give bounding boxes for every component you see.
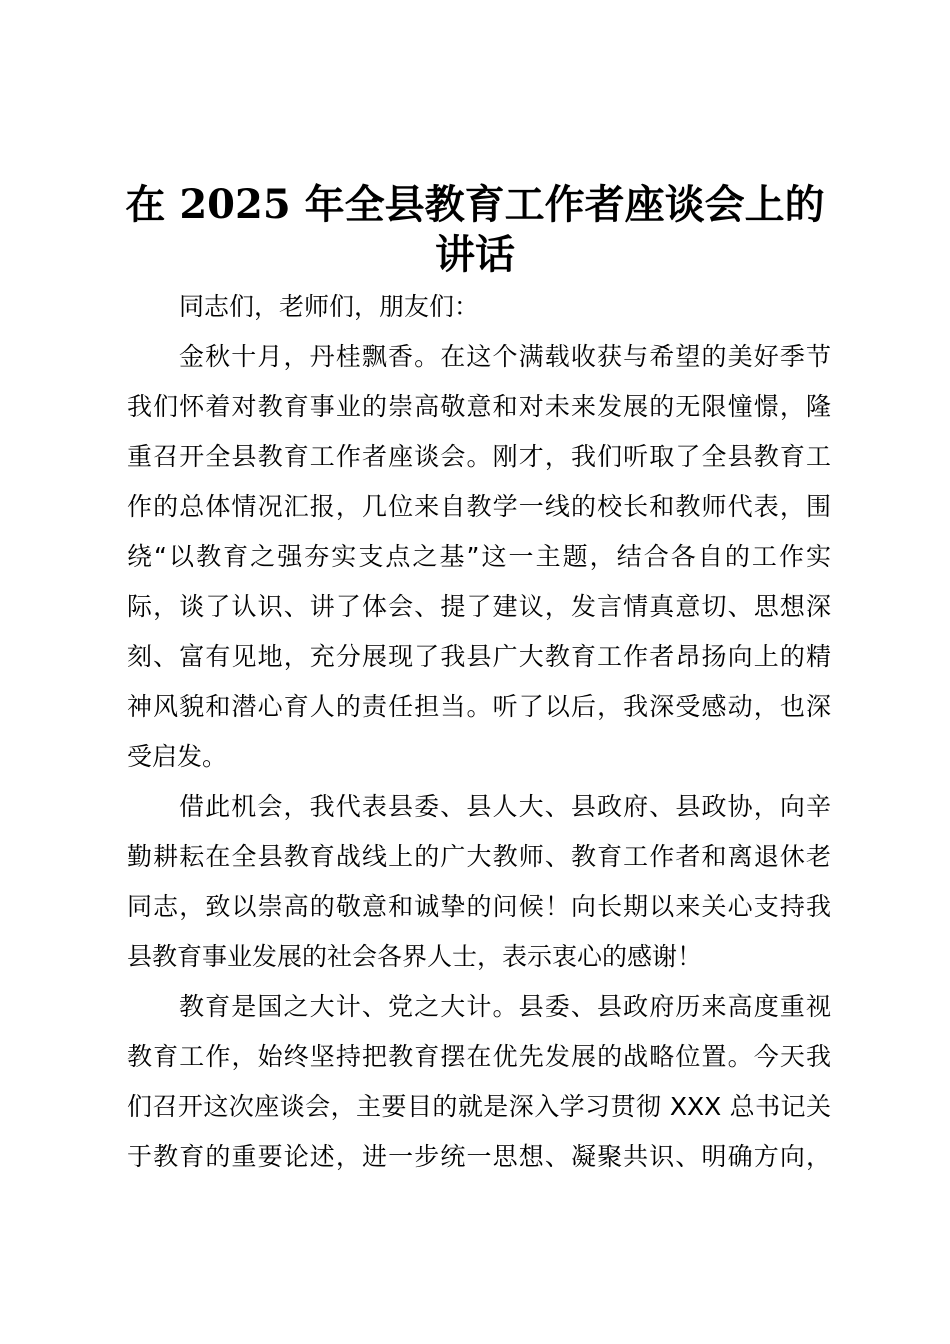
paragraph-1 bbox=[127, 332, 831, 782]
paragraph-line: 勤耕耘在全县教育战线上的广大教师、教育工作者和离退休老 bbox=[127, 842, 831, 871]
paragraph-line: 受启发。 bbox=[127, 742, 228, 771]
paragraph-line: 借此机会，我代表县委、县人大、县政府、县政协，向辛 bbox=[179, 792, 831, 821]
paragraph-line: 重召开全县教育工作者座谈会。刚才，我们听取了全县教育工 bbox=[127, 442, 831, 471]
paragraph-line: 我们怀着对教育事业的崇高敬意和对未来发展的无限憧憬，隆 bbox=[127, 392, 831, 421]
paragraph-line: 神风貌和潜心育人的责任担当。听了以后，我深受感动，也深 bbox=[127, 692, 831, 721]
document-title bbox=[120, 180, 830, 280]
paragraph-line: 刻、富有见地，充分展现了我县广大教育工作者昂扬向上的精 bbox=[127, 642, 831, 671]
document-body bbox=[127, 282, 831, 1182]
paragraph-3 bbox=[127, 982, 831, 1182]
paragraph-line: 县教育事业发展的社会各界人士，表示衷心的感谢！ bbox=[127, 942, 703, 971]
paragraph-2 bbox=[127, 782, 831, 982]
title-line-2: 讲话 bbox=[435, 231, 515, 278]
paragraph-line: 绕“以教育之强夯实支点之基”这一主题，结合各自的工作实 bbox=[127, 542, 831, 571]
paragraph-line: 于教育的重要论述，进一步统一思想、凝聚共识、明确方向， bbox=[127, 1142, 831, 1171]
title-line-1: 在 2025 年全县教育工作者座谈会上的 bbox=[125, 181, 825, 228]
paragraph-line: 同志，致以崇高的敬意和诚挚的问候！向长期以来关心支持我 bbox=[127, 892, 831, 921]
paragraph-line: 教育工作，始终坚持把教育摆在优先发展的战略位置。今天我 bbox=[127, 1042, 831, 1071]
paragraph-line: 金秋十月，丹桂飘香。在这个满载收获与希望的美好季节 bbox=[179, 342, 831, 371]
salutation: 同志们，老师们，朋友们： bbox=[179, 292, 480, 321]
paragraph-line: 际，谈了认识、讲了体会、提了建议，发言情真意切、思想深 bbox=[127, 592, 831, 621]
paragraph-line: 们召开这次座谈会，主要目的就是深入学习贯彻 XXX 总书记关 bbox=[127, 1092, 831, 1121]
paragraph-line: 教育是国之大计、党之大计。县委、县政府历来高度重视 bbox=[179, 992, 831, 1021]
paragraph-line: 作的总体情况汇报，几位来自教学一线的校长和教师代表，围 bbox=[127, 492, 831, 521]
